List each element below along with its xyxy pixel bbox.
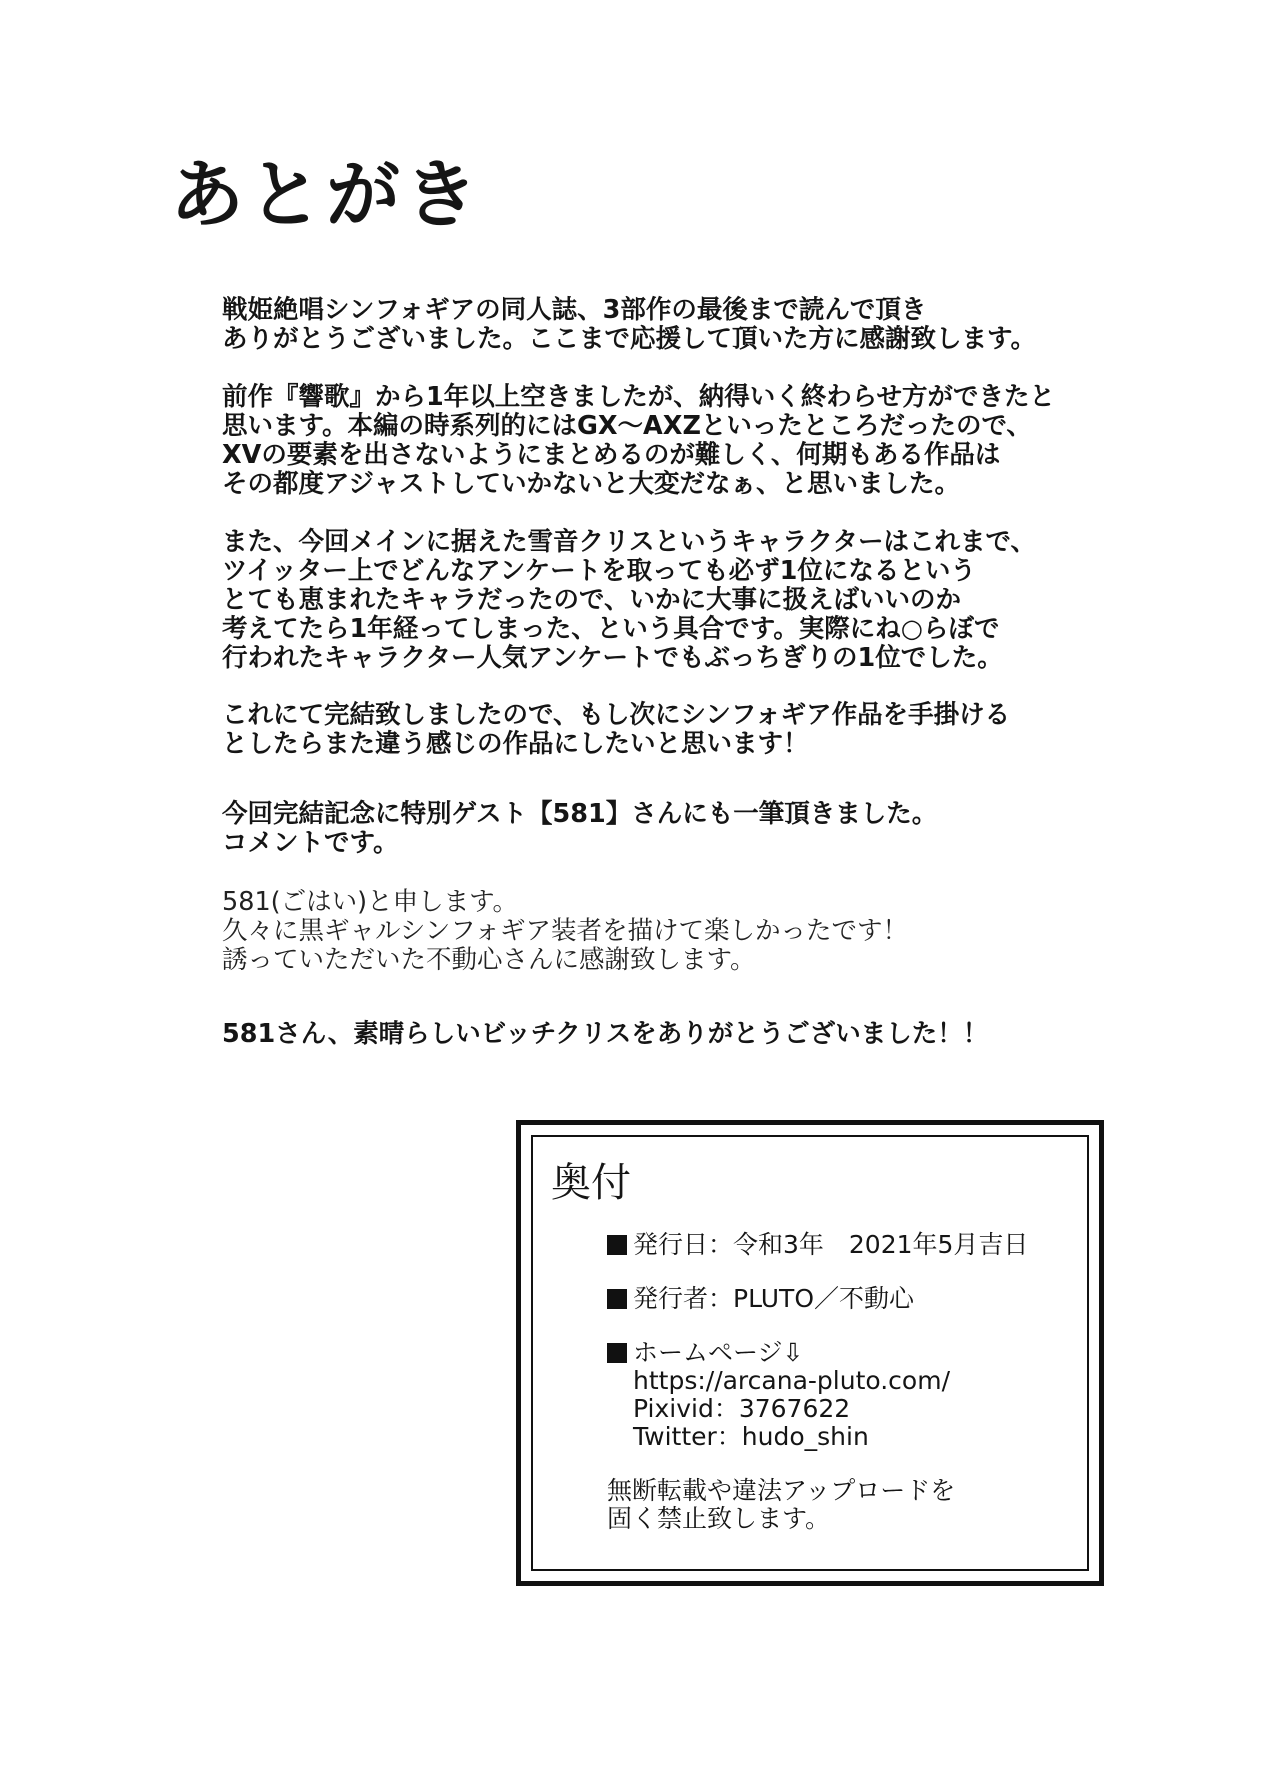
guest-comment-line: 581(ごはい)と申します。 [222,887,519,917]
twitter-handle: Twitter：hudo_shin [633,1422,869,1451]
paragraph-line: ツイッター上でどんなアンケートを取っても必ず1位になるという [222,556,976,586]
paragraph-line: これにて完結致しましたので、もし次にシンフォギア作品を手掛ける [222,700,1011,730]
paragraph-line: 戦姫絶唱シンフォギアの同人誌、3部作の最後まで読んで頂き [222,295,927,325]
page-title: あとがき [170,152,482,238]
publisher-text: 発行者：PLUTO／不動心 [633,1284,915,1313]
paragraph-line: 前作『響歌』から1年以上空きましたが、納得いく終わらせ方ができたと [222,382,1055,412]
square-bullet-icon [607,1235,627,1255]
paragraph-1 [222,296,1102,354]
paragraph-4 [222,701,1102,759]
homepage-label: ホームページ⇩ [633,1338,804,1367]
paragraph-line: また、今回メインに据えた雪音クリスというキャラクターはこれまで、 [222,527,1036,557]
homepage-url: https://arcana-pluto.com/ [633,1366,950,1395]
guest-comment [222,888,1102,975]
guest-comment-line: 久々に黒ギャルシンフォギア装者を描けて楽しかったです！ [222,916,908,946]
colophon-title: 奥付 [551,1160,631,1206]
square-bullet-icon [607,1343,627,1363]
homepage-heading [607,1339,1077,1367]
homepage-block [607,1339,1077,1451]
reprint-notice [607,1477,1077,1533]
pixiv-id: Pixivid：3767622 [633,1394,851,1423]
guest-intro-line: 今回完結記念に特別ゲスト【581】さんにも一筆頂きました。 [222,799,938,829]
colophon-items [607,1231,1077,1559]
paragraph-line: XVの要素を出さないようにまとめるのが難しく、何期もある作品は [222,440,1001,470]
colophon-inner-frame [531,1135,1089,1571]
paragraph-line: 考えてたら1年経ってしまった、という具合です。実際にね○らぼで [222,614,1000,644]
colophon-box [516,1120,1104,1586]
paragraph-line: としたらまた違う感じの作品にしたいと思います！ [222,729,809,759]
guest-intro-line: コメントです。 [222,828,399,858]
notice-line: 固く禁止致します。 [607,1504,831,1533]
notice-line: 無断転載や違法アップロードを [607,1476,956,1505]
paragraph-line: ありがとうございました。ここまで応援して頂いた方に感謝致します。 [222,324,1036,354]
paragraph-line: 思います。本編の時系列的にはGX〜AXZといったところだったので、 [222,411,1032,441]
closing-text: 581さん、素晴らしいビッチクリスをありがとうございました！！ [222,1019,989,1049]
paragraph-3 [222,528,1102,673]
paragraph-2 [222,383,1102,499]
publisher [607,1285,1077,1313]
paragraph-line: とても恵まれたキャラだったので、いかに大事に扱えばいいのか [222,585,961,615]
guest-comment-line: 誘っていただいた不動心さんに感謝致します。 [222,945,756,975]
square-bullet-icon [607,1289,627,1309]
paragraph-line: その都度アジャストしていかないと大変だなぁ、と思いました。 [222,469,960,499]
publish-date [607,1231,1077,1259]
paragraph-line: 行われたキャラクター人気アンケートでもぶっちぎりの1位でした。 [222,643,1003,673]
guest-intro [222,800,1102,858]
closing-line [222,1020,1102,1049]
publish-date-text: 発行日：令和3年 2021年5月吉日 [633,1230,1029,1259]
